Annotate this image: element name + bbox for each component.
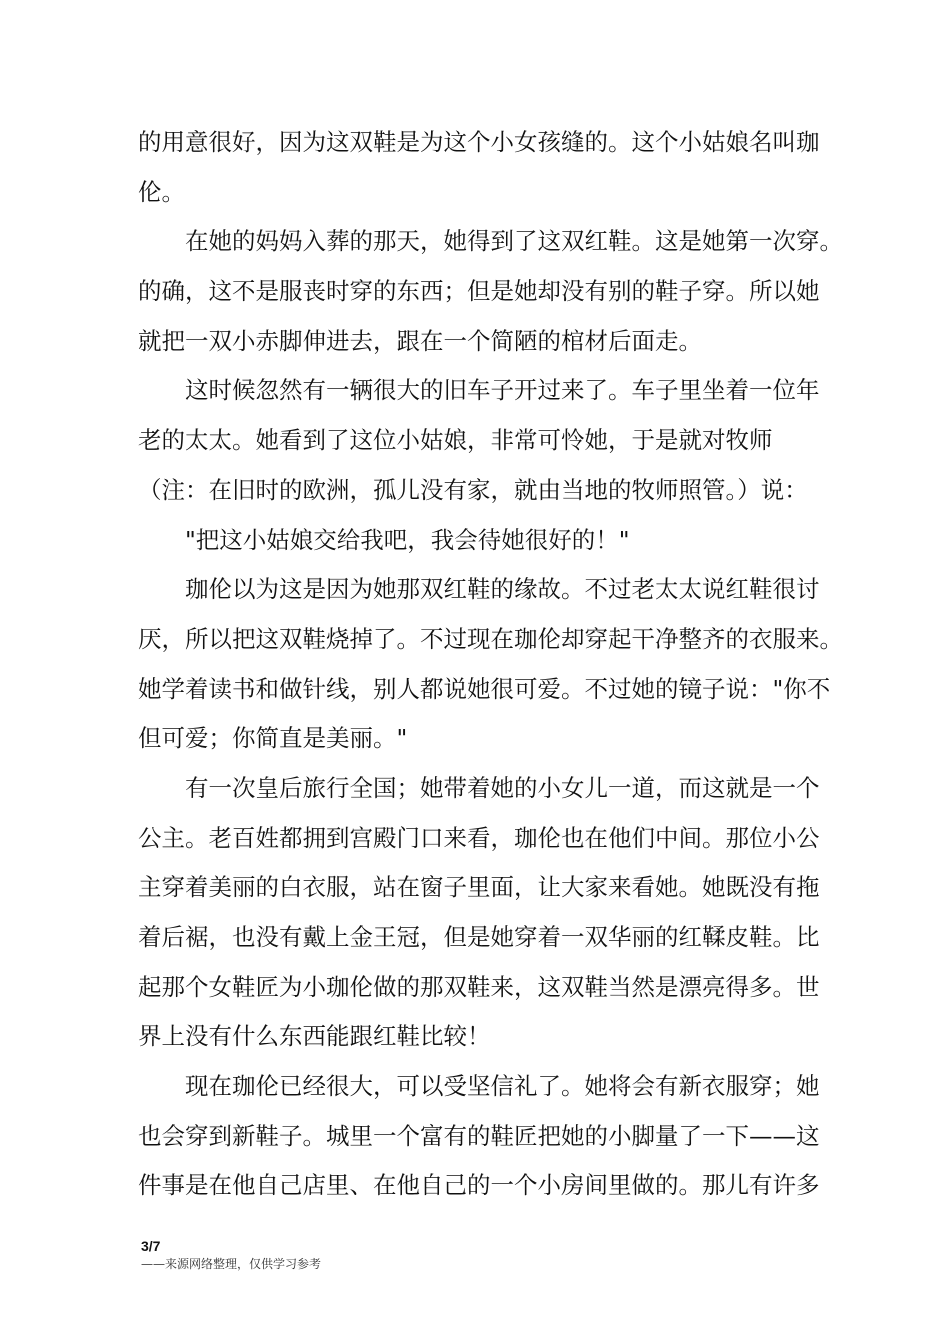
- text-line: 厌，所以把这双鞋烧掉了。不过现在珈伦却穿起干净整齐的衣服来。: [138, 624, 843, 653]
- paragraph-first-line: "把这小姑娘交给我吧，我会待她很好的！": [185, 525, 630, 554]
- paragraph-first-line: 有一次皇后旅行全国；她带着她的小女儿一道，而这就是一个: [185, 773, 820, 802]
- paragraph-first-line: 这时候忽然有一辆很大的旧车子开过来了。车子里坐着一位年: [185, 376, 820, 405]
- text-line: 主穿着美丽的白衣服，站在窗子里面，让大家来看她。她既没有拖: [138, 873, 820, 902]
- page-number: 3/7: [141, 1238, 161, 1254]
- document-body: [138, 118, 843, 1211]
- text-line: 但可爱；你简直是美丽。": [138, 724, 408, 753]
- text-line: 界上没有什么东西能跟红鞋比较！: [138, 1022, 491, 1051]
- paragraph-first-line: 珈伦以为这是因为她那双红鞋的缘故。不过老太太说红鞋很讨: [185, 575, 820, 604]
- text-line: 她学着读书和做针线，别人都说她很可爱。不过她的镜子说："你不: [138, 674, 831, 703]
- text-line: 件事是在他自己店里、在他自己的一个小房间里做的。那儿有许多: [138, 1171, 820, 1200]
- paragraph-first-line: 在她的妈妈入葬的那天，她得到了这双红鞋。这是她第一次穿。: [185, 227, 843, 256]
- text-line: 起那个女鞋匠为小珈伦做的那双鞋来，这双鞋当然是漂亮得多。世: [138, 972, 820, 1001]
- text-line: 着后裾，也没有戴上金王冠，但是她穿着一双华丽的红鞣皮鞋。比: [138, 923, 820, 951]
- text-line: 也会穿到新鞋子。城里一个富有的鞋匠把她的小脚量了一下——这: [138, 1121, 820, 1150]
- text-line: 老的太太。她看到了这位小姑娘，非常可怜她，于是就对牧师: [138, 426, 773, 455]
- text-line: 的确，这不是服丧时穿的东西；但是她却没有别的鞋子穿。所以她: [138, 277, 820, 306]
- paragraph-first-line: 现在珈伦已经很大，可以受坚信礼了。她将会有新衣服穿；她: [185, 1072, 820, 1101]
- text-line: 公主。老百姓都拥到宫殿门口来看，珈伦也在他们中间。那位小公: [138, 823, 820, 852]
- text-line: 的用意很好，因为这双鞋是为这个小女孩缝的。这个小姑娘名叫珈: [138, 128, 820, 156]
- source-note: ——来源网络整理，仅供学习参考: [141, 1257, 322, 1271]
- text-line: （注：在旧时的欧洲，孤儿没有家，就由当地的牧师照管。）说：: [138, 475, 808, 504]
- text-line: 伦。: [138, 177, 185, 206]
- page-footer: [141, 1238, 541, 1273]
- text-line: 就把一双小赤脚伸进去，跟在一个简陋的棺材后面走。: [138, 326, 702, 355]
